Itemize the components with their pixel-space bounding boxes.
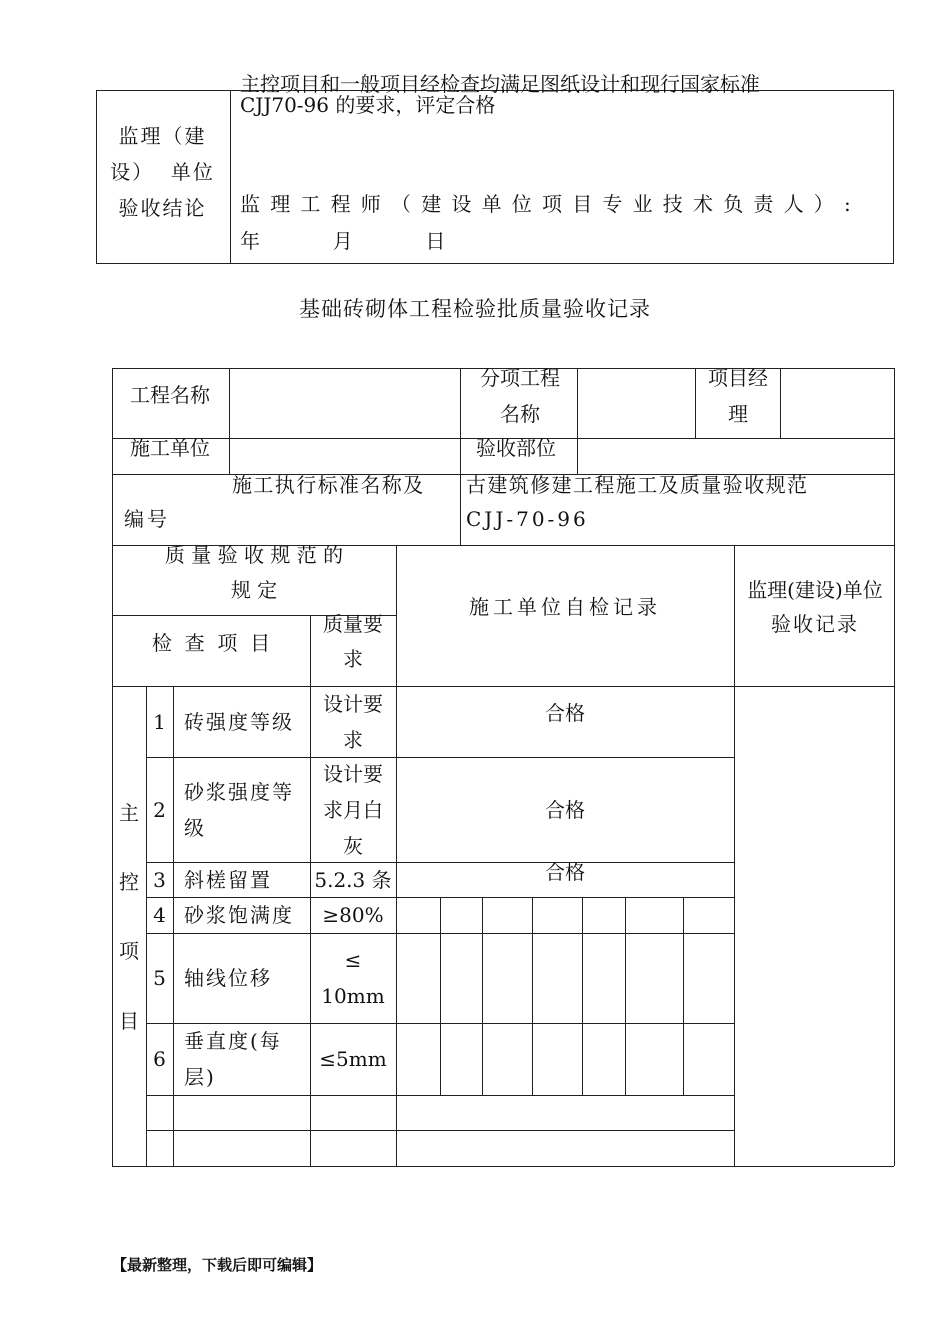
table-rule (173, 686, 174, 1166)
acceptance-part-label: 验收部位 (476, 436, 556, 460)
conclusion-label-line: 设） 单位 (110, 160, 215, 184)
row-number: 3 (153, 867, 166, 892)
self-check-header: 施工单位自检记录 (469, 595, 661, 619)
main-control-label-char: 项 (119, 939, 139, 963)
row-item-text: 砖强度等级 (184, 709, 294, 734)
row-requirement-text: 求月白 (323, 797, 383, 822)
sub-project-label: 名称 (500, 402, 540, 426)
signature-line: 监理工程师（建设单位项目专业技术负责人）: (240, 192, 861, 216)
standard-value: 古建筑修建工程施工及质量验收规范 (466, 473, 809, 497)
row-number: 6 (153, 1047, 166, 1071)
conclusion-text-line1: 主控项目和一般项目经检查均满足图纸设计和现行国家标准 (240, 72, 760, 96)
row-result: 合格 (545, 701, 585, 725)
conclusion-label-line: 监理（建 (118, 124, 207, 148)
spec-header: 质 量 验 收 规 范 的 (164, 543, 344, 567)
box-divider (230, 91, 231, 263)
pm-label: 理 (728, 402, 748, 426)
table-rule (683, 897, 684, 1095)
standard-label: 施工执行标准名称及 (232, 473, 425, 497)
table-rule (112, 1166, 894, 1167)
row-requirement-text: ≤5mm (319, 1047, 387, 1071)
project-name-label: 工程名称 (130, 383, 210, 407)
table-rule (532, 897, 533, 1095)
construction-unit-label: 施工单位 (130, 436, 210, 460)
supervision-header: 监理(建设)单位 (747, 578, 883, 602)
main-control-label-char: 目 (119, 1009, 139, 1033)
table-rule (625, 897, 626, 1095)
row-number: 1 (153, 709, 166, 734)
table-rule (582, 897, 583, 1095)
row-item-text: 砂浆强度等 (184, 779, 294, 804)
main-control-label-char: 主 (119, 801, 139, 825)
conclusion-label (100, 118, 225, 226)
table-rule (894, 368, 895, 1166)
row-result: 合格 (545, 860, 585, 884)
date-line: 年 月 日 (240, 229, 446, 253)
table-rule (229, 368, 230, 474)
sub-project-label: 分项工程 (480, 366, 560, 390)
table-rule (780, 368, 781, 438)
row-requirement-text: ≥80% (322, 903, 384, 927)
pm-label: 项目经 (708, 366, 768, 390)
row-requirement-text: 10mm (321, 984, 385, 1008)
table-rule (146, 1095, 734, 1096)
standard-label: 编号 (124, 507, 170, 531)
spec-header: 规 定 (230, 578, 278, 602)
quality-req-header: 求 (343, 647, 363, 671)
table-rule (460, 368, 461, 545)
supervision-header: 验收记录 (771, 612, 859, 636)
conclusion-text-line2: CJJ70-96 的要求，评定合格 (240, 93, 496, 117)
row-requirement-text: 灰 (343, 833, 363, 858)
row-result: 合格 (545, 797, 585, 822)
row-item-text: 斜槎留置 (184, 867, 272, 892)
table-rule (482, 897, 483, 1095)
row-requirement-text: 设计要 (323, 761, 383, 786)
row-item-text: 轴线位移 (184, 966, 272, 990)
table-rule (146, 1130, 734, 1131)
row-requirement-text: ≤ (344, 948, 362, 972)
quality-req-header: 质量要 (323, 612, 383, 636)
row-item-text: 层) (184, 1065, 216, 1089)
row-number: 4 (153, 903, 166, 927)
document-title: 基础砖砌体工程检验批质量验收记录 (299, 297, 651, 321)
row-item-text: 垂直度(每 (184, 1029, 282, 1053)
main-control-label-char: 控 (119, 870, 139, 894)
row-number: 5 (153, 966, 166, 990)
table-rule (112, 368, 113, 1166)
standard-value: CJJ-70-96 (466, 507, 589, 531)
row-requirement-text: 设计要 (323, 691, 383, 716)
table-rule (440, 897, 441, 1095)
row-item-text: 级 (184, 815, 206, 840)
row-requirement-text: 5.2.3 条 (314, 867, 392, 892)
row-requirement-text: 求 (343, 727, 363, 752)
row-number: 2 (153, 797, 166, 822)
conclusion-label-line: 验收结论 (118, 196, 207, 220)
table-rule (146, 757, 734, 758)
table-rule (112, 686, 894, 687)
row-item-text: 砂浆饱满度 (184, 903, 294, 927)
check-item-header: 检 查 项 目 (151, 631, 271, 655)
footer-note: 【最新整理，下载后即可编辑】 (112, 1256, 323, 1274)
